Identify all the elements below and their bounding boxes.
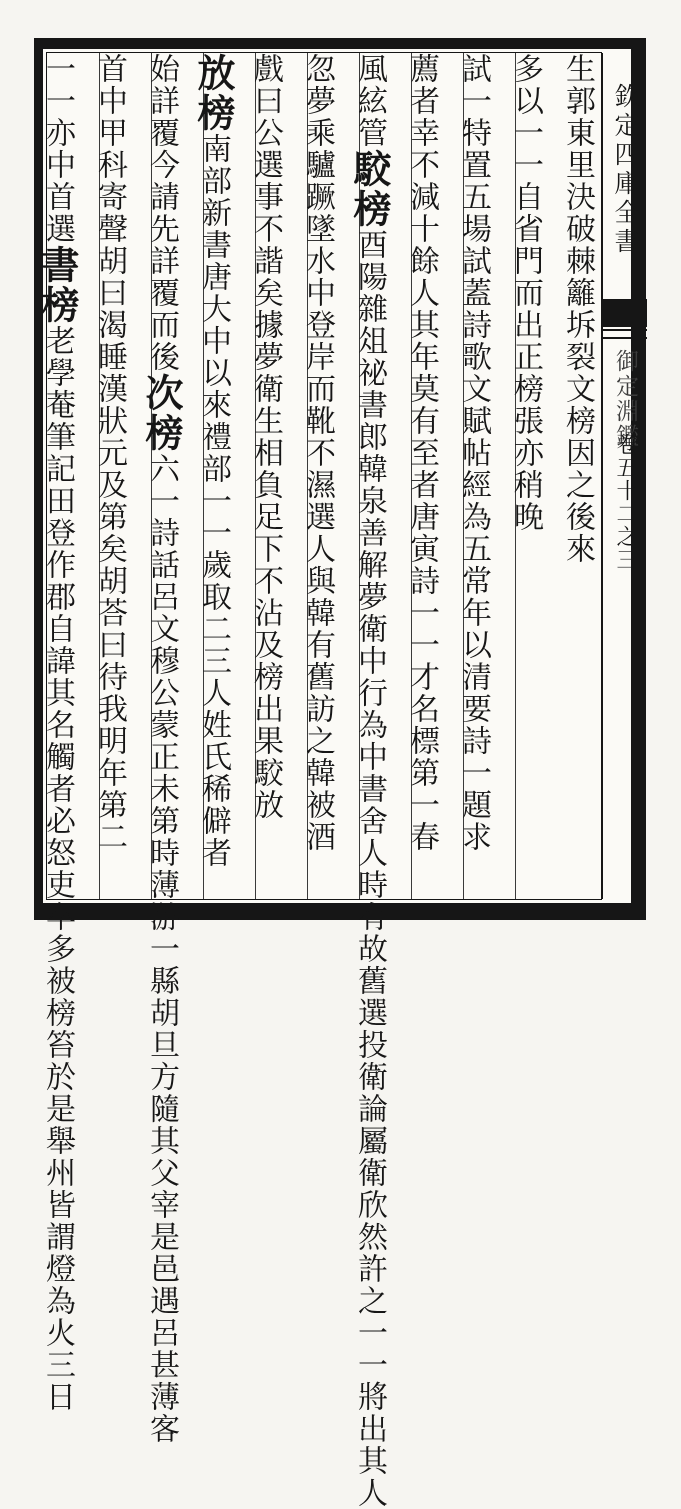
heading-shubang: 書榜 <box>35 245 80 325</box>
text-column: 薦者幸不減十餘人其年莫有至者唐寅詩一一才名標第一春 <box>404 53 439 853</box>
heading-fangbang: 放榜 <box>191 53 236 133</box>
text-column: 生郭東里決破棘籬坼裂文榜因之後來 <box>560 53 595 565</box>
text-column: 忽夢乘驢蹶墜水中登岸而靴不濕選人與韓有舊訪之韓被酒 <box>300 53 335 853</box>
text-column: 試一特置五場試蓋詩歌文賦帖經為五常年以清要詩一題求 <box>456 53 491 853</box>
fish-tail-mark <box>603 299 647 327</box>
column-head: 一一亦中首選 <box>40 53 75 245</box>
text-page <box>35 53 602 1509</box>
entry-text: 酉陽雜俎祕書郎韓泉善解夢衛中行為中書舍人時有故舊選投衛論屬衛欣然許之一一將出其人 <box>352 229 387 1509</box>
book-title: 欽定四庫全書 <box>611 83 640 257</box>
text-column <box>135 53 187 1445</box>
heading-bobang: 駮榜 <box>347 149 392 229</box>
column-head: 始詳覆今請先詳覆而後 <box>144 53 179 373</box>
entry-text: 六一詩話呂文穆公蒙正未第時薄游一縣胡旦方隨其父宰是邑遇呂甚薄客 <box>144 453 179 1445</box>
text-column: 戲曰公選事不諧矣據夢衛生相負足下不沾及榜出果駮放 <box>248 53 283 821</box>
margin-strip <box>602 53 647 899</box>
column-head: 風絃管 <box>352 53 387 149</box>
text-column: 首中甲科寄聲胡曰渴睡漢狀元及第矣胡荅曰待我明年第二 <box>92 53 127 853</box>
fish-tail-line <box>603 329 647 339</box>
entry-text: 南部新書唐大中以來禮部一一歲取二三人姓氏稀僻者 <box>196 133 231 869</box>
section-title: 御定淵鑑 <box>612 349 638 449</box>
entry-text: 老學菴筆記田登作郡自諱其名觸者必怒吏卒多被榜笞於是舉州皆謂燈為火三日 <box>40 325 75 1413</box>
juan-number: 卷五十二之三 <box>613 433 638 571</box>
text-column <box>187 53 239 899</box>
text-column <box>31 53 83 1413</box>
heading-cibang: 次榜 <box>139 373 184 453</box>
text-column <box>343 53 395 1509</box>
text-column: 多以一一自省門而出正榜張亦稍晚 <box>508 53 543 533</box>
